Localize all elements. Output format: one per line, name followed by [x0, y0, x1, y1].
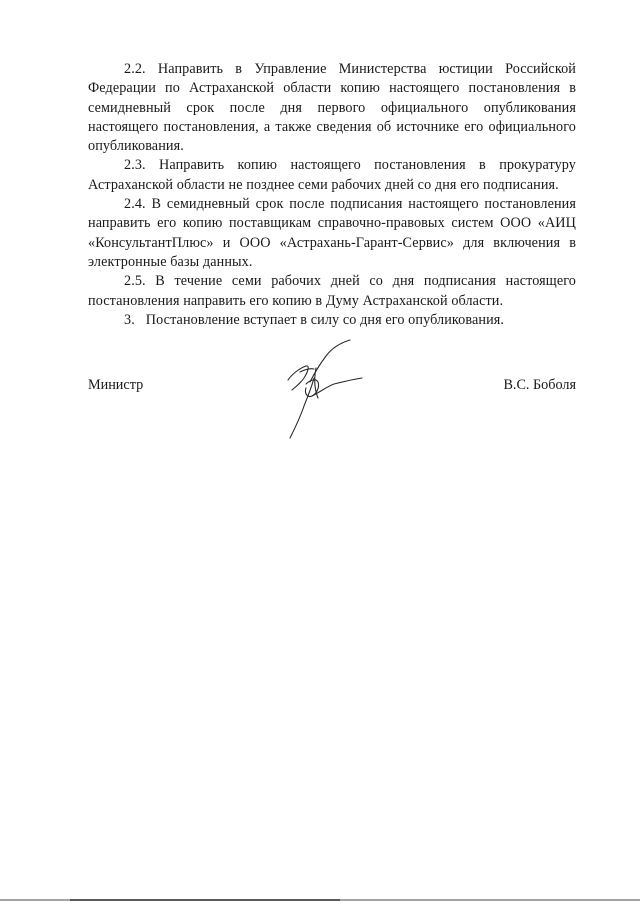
handwritten-signature — [270, 338, 380, 443]
paragraph-2-3: 2.3. Направить копию настоящего постановления в прокуратуру Астраханской области не позднее семи рабочих дней со дня его подписания. — [88, 157, 576, 193]
scan-edge-shadow — [70, 899, 340, 901]
paragraph-3: 3. Постановление вступает в силу со дня его опубликования. — [124, 311, 505, 328]
signatory-title: Министр — [88, 377, 144, 393]
document-body — [88, 60, 576, 330]
paragraph-2-4: 2.4. В семидневный срок после подписания настоящего постановления направить его копию поставщикам справочно-правовых систем ООО «АИЦ «КонсультантПлюс» и ООО «Астрахань-Гарант-Сервис» для включения в электронные базы данных. — [88, 196, 576, 270]
paragraph-2-2: 2.2. Направить в Управление Министерства юстиции Российской Федерации по Астраханской области копию настоящего постановления в семидневный срок после дня первого официального опубликования настоящего постановления, а также сведения об источнике его официального опубликования. — [88, 61, 576, 155]
paragraph-2-5: 2.5. В течение семи рабочих дней со дня подписания настоящего постановления направить его копию в Думу Астраханской области. — [88, 273, 576, 309]
signatory-name: В.С. Боболя — [503, 377, 576, 393]
